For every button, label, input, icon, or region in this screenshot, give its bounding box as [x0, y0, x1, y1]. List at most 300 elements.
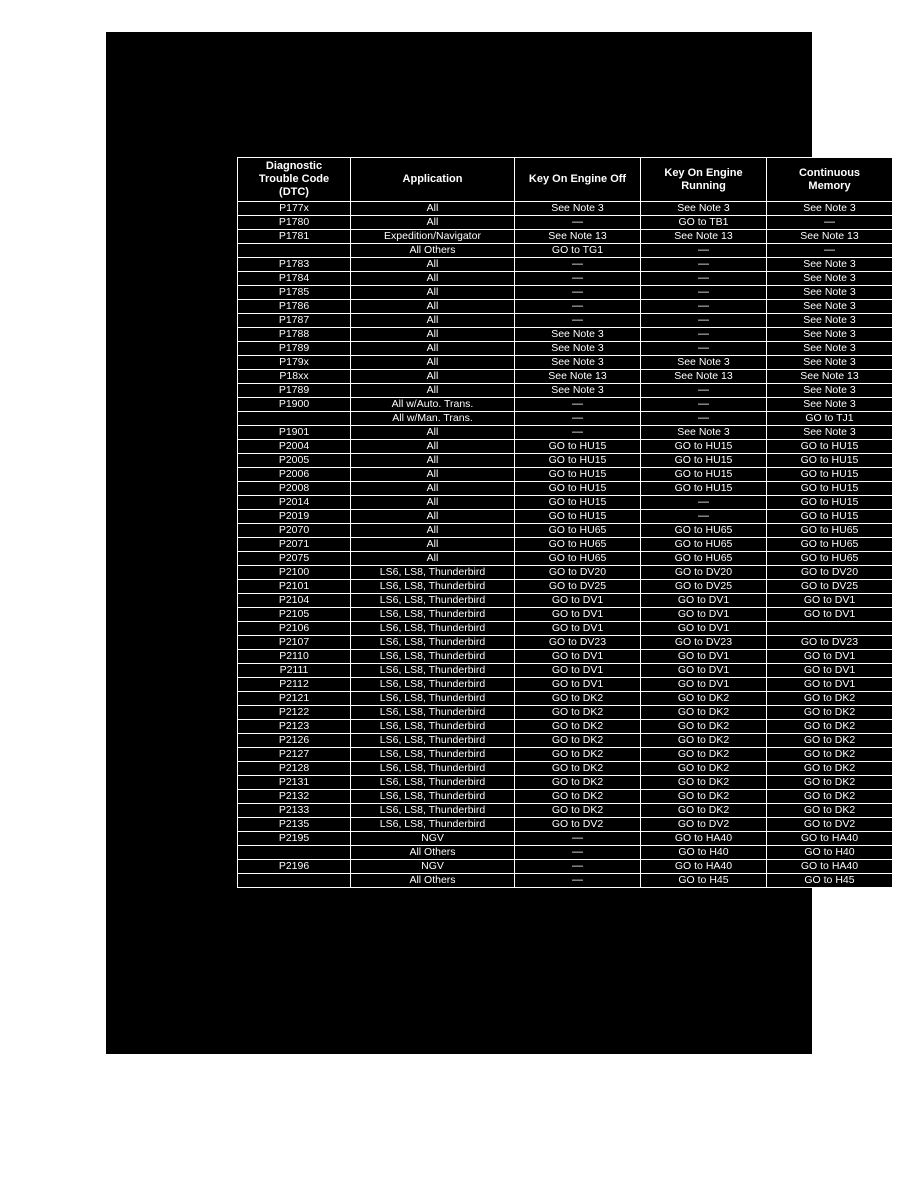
cell-continuous-memory: GO to DV1 — [767, 678, 893, 692]
cell-key-on-engine-off: See Note 13 — [515, 370, 641, 384]
header-line: Application — [402, 173, 463, 185]
cell-key-on-engine-running: GO to DV1 — [641, 678, 767, 692]
cell-continuous-memory: GO to HU65 — [767, 524, 893, 538]
cell-continuous-memory: See Note 3 — [767, 314, 893, 328]
cell-key-on-engine-off: — — [515, 874, 641, 888]
cell-continuous-memory: GO to HA40 — [767, 860, 893, 874]
cell-key-on-engine-off: — — [515, 216, 641, 230]
cell-dtc-code: P2075 — [238, 552, 351, 566]
cell-continuous-memory: GO to DK2 — [767, 762, 893, 776]
cell-key-on-engine-off: See Note 3 — [515, 342, 641, 356]
cell-key-on-engine-running: — — [641, 412, 767, 426]
cell-application: All — [351, 482, 515, 496]
cell-dtc-code: P2014 — [238, 496, 351, 510]
cell-dtc-code: P2019 — [238, 510, 351, 524]
cell-key-on-engine-off: See Note 3 — [515, 356, 641, 370]
cell-continuous-memory: GO to DK2 — [767, 748, 893, 762]
cell-continuous-memory: GO to HU15 — [767, 510, 893, 524]
cell-key-on-engine-off: GO to DV1 — [515, 594, 641, 608]
table-row — [238, 398, 893, 412]
cell-key-on-engine-off: GO to HU15 — [515, 454, 641, 468]
cell-continuous-memory: GO to TJ1 — [767, 412, 893, 426]
cell-application: All — [351, 258, 515, 272]
table-row — [238, 608, 893, 622]
cell-continuous-memory: GO to HA40 — [767, 832, 893, 846]
cell-application: All — [351, 356, 515, 370]
cell-key-on-engine-running: GO to DV1 — [641, 608, 767, 622]
cell-application: LS6, LS8, Thunderbird — [351, 790, 515, 804]
cell-application: LS6, LS8, Thunderbird — [351, 804, 515, 818]
cell-key-on-engine-off: GO to TG1 — [515, 244, 641, 258]
cell-key-on-engine-off: GO to HU15 — [515, 440, 641, 454]
cell-key-on-engine-running: GO to DK2 — [641, 734, 767, 748]
cell-key-on-engine-off: GO to DK2 — [515, 804, 641, 818]
cell-continuous-memory: GO to DK2 — [767, 804, 893, 818]
cell-key-on-engine-running: GO to HU65 — [641, 524, 767, 538]
table-body — [238, 202, 893, 888]
cell-dtc-code: P2127 — [238, 748, 351, 762]
column-header-key-on-engine-off — [515, 158, 641, 202]
cell-key-on-engine-running: See Note 3 — [641, 426, 767, 440]
cell-dtc-code: P1900 — [238, 398, 351, 412]
table-row — [238, 482, 893, 496]
cell-continuous-memory: See Note 3 — [767, 272, 893, 286]
cell-dtc-code: P2132 — [238, 790, 351, 804]
cell-application: All — [351, 272, 515, 286]
header-line: Memory — [808, 179, 851, 192]
cell-application: LS6, LS8, Thunderbird — [351, 678, 515, 692]
cell-key-on-engine-off: — — [515, 426, 641, 440]
table-row — [238, 804, 893, 818]
cell-application: LS6, LS8, Thunderbird — [351, 748, 515, 762]
cell-dtc-code — [238, 244, 351, 258]
cell-dtc-code: P2135 — [238, 818, 351, 832]
cell-key-on-engine-off: GO to DV25 — [515, 580, 641, 594]
cell-application: LS6, LS8, Thunderbird — [351, 650, 515, 664]
cell-key-on-engine-off: GO to DK2 — [515, 706, 641, 720]
table-row — [238, 454, 893, 468]
cell-application: NGV — [351, 832, 515, 846]
cell-key-on-engine-running: GO to DK2 — [641, 706, 767, 720]
table-row — [238, 664, 893, 678]
cell-dtc-code: P2133 — [238, 804, 351, 818]
cell-key-on-engine-off: — — [515, 860, 641, 874]
table-row — [238, 314, 893, 328]
cell-application: All — [351, 370, 515, 384]
cell-key-on-engine-running: GO to HU65 — [641, 552, 767, 566]
cell-application: LS6, LS8, Thunderbird — [351, 566, 515, 580]
cell-dtc-code: P1780 — [238, 216, 351, 230]
cell-key-on-engine-running: GO to DK2 — [641, 762, 767, 776]
cell-dtc-code: P2004 — [238, 440, 351, 454]
table-row — [238, 356, 893, 370]
cell-key-on-engine-running: GO to H40 — [641, 846, 767, 860]
cell-key-on-engine-running: — — [641, 384, 767, 398]
cell-key-on-engine-running: GO to HU15 — [641, 482, 767, 496]
cell-application: All — [351, 286, 515, 300]
cell-continuous-memory: See Note 3 — [767, 426, 893, 440]
cell-dtc-code — [238, 846, 351, 860]
cell-dtc-code: P2005 — [238, 454, 351, 468]
table-row — [238, 286, 893, 300]
cell-key-on-engine-off: See Note 3 — [515, 328, 641, 342]
cell-dtc-code: P2121 — [238, 692, 351, 706]
cell-key-on-engine-running: GO to DV2 — [641, 818, 767, 832]
header-line: Continuous — [798, 166, 861, 179]
header-line: Running — [681, 179, 726, 192]
table-row — [238, 734, 893, 748]
cell-key-on-engine-running: GO to DK2 — [641, 776, 767, 790]
cell-dtc-code: P2122 — [238, 706, 351, 720]
table-row — [238, 468, 893, 482]
table-row — [238, 440, 893, 454]
cell-key-on-engine-off: — — [515, 258, 641, 272]
cell-continuous-memory: GO to DK2 — [767, 720, 893, 734]
cell-key-on-engine-off: GO to HU65 — [515, 538, 641, 552]
cell-key-on-engine-running: GO to DK2 — [641, 720, 767, 734]
cell-application: All — [351, 314, 515, 328]
cell-dtc-code — [238, 874, 351, 888]
cell-dtc-code: P2196 — [238, 860, 351, 874]
header-line: Trouble Code — [258, 173, 330, 185]
dtc-table-container — [237, 157, 892, 888]
cell-continuous-memory: GO to DV23 — [767, 636, 893, 650]
black-panel — [106, 32, 861, 1054]
cell-dtc-code: P1786 — [238, 300, 351, 314]
cell-dtc-code: P2126 — [238, 734, 351, 748]
cell-continuous-memory: GO to DK2 — [767, 776, 893, 790]
cell-key-on-engine-off: — — [515, 398, 641, 412]
cell-key-on-engine-running: — — [641, 244, 767, 258]
table-row — [238, 818, 893, 832]
table-row — [238, 678, 893, 692]
cell-application: All Others — [351, 244, 515, 258]
cell-key-on-engine-running: GO to DK2 — [641, 748, 767, 762]
cell-key-on-engine-off: GO to DV1 — [515, 678, 641, 692]
cell-key-on-engine-off: — — [515, 300, 641, 314]
cell-continuous-memory: GO to HU15 — [767, 454, 893, 468]
header-line: Key On Engine Off — [528, 173, 627, 185]
dtc-table — [237, 157, 893, 888]
cell-continuous-memory: GO to HU15 — [767, 440, 893, 454]
cell-continuous-memory: GO to HU15 — [767, 482, 893, 496]
cell-key-on-engine-running: — — [641, 300, 767, 314]
cell-application: LS6, LS8, Thunderbird — [351, 608, 515, 622]
cell-application: All — [351, 468, 515, 482]
cell-key-on-engine-off: See Note 3 — [515, 202, 641, 216]
cell-key-on-engine-running: GO to DV23 — [641, 636, 767, 650]
cell-dtc-code: P2071 — [238, 538, 351, 552]
table-row — [238, 496, 893, 510]
cell-dtc-code: P2111 — [238, 664, 351, 678]
table-row — [238, 258, 893, 272]
table-row — [238, 230, 893, 244]
table-row — [238, 202, 893, 216]
cell-key-on-engine-running: GO to DV25 — [641, 580, 767, 594]
table-row — [238, 622, 893, 636]
cell-dtc-code: P1785 — [238, 286, 351, 300]
table-row — [238, 748, 893, 762]
cell-application: All — [351, 384, 515, 398]
cell-key-on-engine-off: GO to DV1 — [515, 622, 641, 636]
cell-continuous-memory: See Note 3 — [767, 398, 893, 412]
cell-key-on-engine-off: GO to HU15 — [515, 510, 641, 524]
table-row — [238, 762, 893, 776]
cell-dtc-code: P2070 — [238, 524, 351, 538]
cell-key-on-engine-running: GO to HU15 — [641, 454, 767, 468]
cell-application: All — [351, 440, 515, 454]
cell-key-on-engine-running: GO to DK2 — [641, 804, 767, 818]
cell-dtc-code: P1789 — [238, 384, 351, 398]
cell-key-on-engine-running: — — [641, 258, 767, 272]
cell-key-on-engine-off: GO to DK2 — [515, 776, 641, 790]
cell-key-on-engine-running: GO to DV1 — [641, 650, 767, 664]
cell-continuous-memory: GO to DK2 — [767, 692, 893, 706]
cell-dtc-code: P1901 — [238, 426, 351, 440]
table-row — [238, 552, 893, 566]
cell-key-on-engine-running: GO to DV1 — [641, 664, 767, 678]
header-line: (DTC) — [279, 186, 309, 198]
cell-continuous-memory: GO to DV25 — [767, 580, 893, 594]
cell-key-on-engine-off: — — [515, 846, 641, 860]
cell-key-on-engine-running: GO to HA40 — [641, 860, 767, 874]
cell-continuous-memory: See Note 3 — [767, 384, 893, 398]
cell-key-on-engine-off: GO to HU15 — [515, 482, 641, 496]
cell-key-on-engine-running: GO to DV20 — [641, 566, 767, 580]
cell-application: All — [351, 342, 515, 356]
cell-dtc-code: P2100 — [238, 566, 351, 580]
cell-continuous-memory: See Note 13 — [767, 370, 893, 384]
cell-application: All w/Man. Trans. — [351, 412, 515, 426]
table-row — [238, 594, 893, 608]
cell-continuous-memory: GO to DK2 — [767, 790, 893, 804]
cell-application: LS6, LS8, Thunderbird — [351, 664, 515, 678]
table-row — [238, 524, 893, 538]
table-row — [238, 538, 893, 552]
table-row — [238, 706, 893, 720]
cell-dtc-code: P2128 — [238, 762, 351, 776]
table-row — [238, 580, 893, 594]
cell-key-on-engine-running: GO to HU65 — [641, 538, 767, 552]
cell-application: LS6, LS8, Thunderbird — [351, 720, 515, 734]
cell-key-on-engine-off: GO to HU65 — [515, 524, 641, 538]
cell-dtc-code: P179x — [238, 356, 351, 370]
cell-application: LS6, LS8, Thunderbird — [351, 622, 515, 636]
cell-key-on-engine-running: — — [641, 286, 767, 300]
cell-key-on-engine-off: GO to DV1 — [515, 664, 641, 678]
cell-key-on-engine-off: GO to HU15 — [515, 468, 641, 482]
cell-application: All Others — [351, 846, 515, 860]
cell-application: LS6, LS8, Thunderbird — [351, 776, 515, 790]
cell-application: All — [351, 538, 515, 552]
header-line: Key On Engine — [664, 166, 743, 179]
cell-key-on-engine-off: See Note 3 — [515, 384, 641, 398]
cell-continuous-memory: GO to HU65 — [767, 552, 893, 566]
cell-application: NGV — [351, 860, 515, 874]
cell-dtc-code: P2195 — [238, 832, 351, 846]
cell-continuous-memory: See Note 3 — [767, 300, 893, 314]
cell-key-on-engine-running: GO to H45 — [641, 874, 767, 888]
table-row — [238, 412, 893, 426]
cell-continuous-memory: GO to DV1 — [767, 608, 893, 622]
cell-key-on-engine-off: — — [515, 286, 641, 300]
cell-key-on-engine-off: GO to HU65 — [515, 552, 641, 566]
cell-application: All — [351, 496, 515, 510]
table-row — [238, 244, 893, 258]
cell-key-on-engine-running: — — [641, 510, 767, 524]
cell-key-on-engine-running: See Note 13 — [641, 230, 767, 244]
table-row — [238, 510, 893, 524]
table-row — [238, 636, 893, 650]
cell-application: LS6, LS8, Thunderbird — [351, 594, 515, 608]
cell-key-on-engine-off: GO to DV1 — [515, 608, 641, 622]
cell-continuous-memory: GO to DV20 — [767, 566, 893, 580]
cell-dtc-code: P1789 — [238, 342, 351, 356]
cell-continuous-memory: GO to H45 — [767, 874, 893, 888]
cell-application: All — [351, 216, 515, 230]
cell-key-on-engine-off: GO to DK2 — [515, 692, 641, 706]
table-row — [238, 566, 893, 580]
table-row — [238, 328, 893, 342]
cell-continuous-memory: See Note 13 — [767, 230, 893, 244]
table-row — [238, 342, 893, 356]
cell-continuous-memory: GO to DK2 — [767, 706, 893, 720]
cell-key-on-engine-off: GO to DV1 — [515, 650, 641, 664]
cell-key-on-engine-running: GO to HU15 — [641, 440, 767, 454]
cell-application: All — [351, 426, 515, 440]
cell-dtc-code: P2110 — [238, 650, 351, 664]
cell-application: LS6, LS8, Thunderbird — [351, 580, 515, 594]
table-row — [238, 650, 893, 664]
cell-dtc-code: P2123 — [238, 720, 351, 734]
cell-dtc-code: P1787 — [238, 314, 351, 328]
cell-dtc-code: P2106 — [238, 622, 351, 636]
cell-dtc-code: P2101 — [238, 580, 351, 594]
cell-key-on-engine-off: — — [515, 832, 641, 846]
cell-continuous-memory: — — [767, 216, 893, 230]
cell-application: All w/Auto. Trans. — [351, 398, 515, 412]
cell-key-on-engine-running: See Note 3 — [641, 356, 767, 370]
cell-key-on-engine-running: — — [641, 398, 767, 412]
cell-continuous-memory: GO to HU65 — [767, 538, 893, 552]
table-row — [238, 300, 893, 314]
cell-key-on-engine-running: — — [641, 328, 767, 342]
table-row — [238, 384, 893, 398]
cell-key-on-engine-off: GO to DV20 — [515, 566, 641, 580]
column-header-key-on-engine-running — [641, 158, 767, 202]
table-row — [238, 426, 893, 440]
table-row — [238, 846, 893, 860]
cell-dtc-code: P2105 — [238, 608, 351, 622]
cell-application: Expedition/Navigator — [351, 230, 515, 244]
cell-dtc-code: P2008 — [238, 482, 351, 496]
cell-key-on-engine-off: GO to DK2 — [515, 790, 641, 804]
cell-key-on-engine-off: GO to DV2 — [515, 818, 641, 832]
table-row — [238, 216, 893, 230]
cell-key-on-engine-running: — — [641, 496, 767, 510]
cell-key-on-engine-off: GO to HU15 — [515, 496, 641, 510]
cell-key-on-engine-running: GO to TB1 — [641, 216, 767, 230]
cell-key-on-engine-running: — — [641, 314, 767, 328]
cell-dtc-code: P1783 — [238, 258, 351, 272]
cell-continuous-memory: See Note 3 — [767, 286, 893, 300]
cell-application: All — [351, 202, 515, 216]
cell-key-on-engine-running: GO to HA40 — [641, 832, 767, 846]
cell-continuous-memory: GO to H40 — [767, 846, 893, 860]
cell-key-on-engine-running: — — [641, 272, 767, 286]
cell-continuous-memory: GO to HU15 — [767, 468, 893, 482]
cell-application: LS6, LS8, Thunderbird — [351, 762, 515, 776]
table-header — [238, 158, 893, 202]
cell-dtc-code — [238, 412, 351, 426]
cell-key-on-engine-off: GO to DK2 — [515, 720, 641, 734]
cell-key-on-engine-running: GO to DV1 — [641, 594, 767, 608]
cell-key-on-engine-off: — — [515, 314, 641, 328]
cell-dtc-code: P1781 — [238, 230, 351, 244]
table-row — [238, 832, 893, 846]
cell-key-on-engine-off: GO to DK2 — [515, 748, 641, 762]
cell-application: LS6, LS8, Thunderbird — [351, 706, 515, 720]
cell-application: All — [351, 510, 515, 524]
cell-continuous-memory: GO to DV1 — [767, 650, 893, 664]
table-row — [238, 776, 893, 790]
cell-key-on-engine-running: GO to DK2 — [641, 692, 767, 706]
cell-dtc-code: P2131 — [238, 776, 351, 790]
cell-continuous-memory — [767, 622, 893, 636]
header-line: Diagnostic — [265, 160, 323, 172]
column-header-dtc — [238, 158, 351, 202]
table-row — [238, 790, 893, 804]
cell-key-on-engine-running: See Note 3 — [641, 202, 767, 216]
cell-application: All — [351, 454, 515, 468]
cell-continuous-memory: GO to DV1 — [767, 594, 893, 608]
cell-key-on-engine-off: GO to DV23 — [515, 636, 641, 650]
table-row — [238, 860, 893, 874]
cell-key-on-engine-running: See Note 13 — [641, 370, 767, 384]
cell-dtc-code: P2104 — [238, 594, 351, 608]
table-row — [238, 720, 893, 734]
cell-continuous-memory: See Note 3 — [767, 356, 893, 370]
column-header-continuous-memory — [767, 158, 893, 202]
cell-application: All — [351, 552, 515, 566]
cell-application: LS6, LS8, Thunderbird — [351, 734, 515, 748]
cell-key-on-engine-running: — — [641, 342, 767, 356]
cell-continuous-memory: See Note 3 — [767, 342, 893, 356]
table-row — [238, 370, 893, 384]
cell-dtc-code: P2006 — [238, 468, 351, 482]
cell-application: All — [351, 524, 515, 538]
cell-key-on-engine-running: GO to HU15 — [641, 468, 767, 482]
cell-continuous-memory: See Note 3 — [767, 202, 893, 216]
cell-key-on-engine-off: See Note 13 — [515, 230, 641, 244]
cell-dtc-code: P177x — [238, 202, 351, 216]
cell-application: LS6, LS8, Thunderbird — [351, 636, 515, 650]
cell-key-on-engine-running: GO to DV1 — [641, 622, 767, 636]
table-row — [238, 874, 893, 888]
cell-application: All Others — [351, 874, 515, 888]
cell-continuous-memory: GO to DK2 — [767, 734, 893, 748]
cell-dtc-code: P1788 — [238, 328, 351, 342]
cell-application: All — [351, 300, 515, 314]
cell-key-on-engine-off: GO to DK2 — [515, 762, 641, 776]
cell-continuous-memory: GO to DV2 — [767, 818, 893, 832]
cell-key-on-engine-running: GO to DK2 — [641, 790, 767, 804]
cell-continuous-memory: GO to DV1 — [767, 664, 893, 678]
cell-continuous-memory: See Note 3 — [767, 258, 893, 272]
cell-key-on-engine-off: — — [515, 272, 641, 286]
column-header-application — [351, 158, 515, 202]
cell-key-on-engine-off: GO to DK2 — [515, 734, 641, 748]
